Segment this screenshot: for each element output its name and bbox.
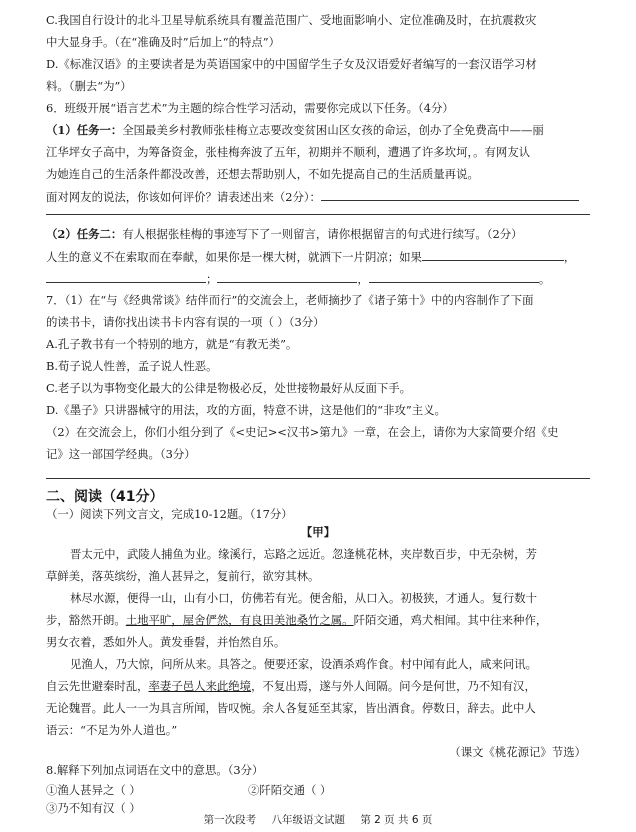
q6-task1-question [46,188,579,205]
q7-option-d: D.《墨子》只讲器械守的用法，攻的方面，特意不讲，这是他们的“非攻”主义。 [46,403,446,417]
passage-underlined-sentence-1: 土地平旷，屋舍俨然，有良田美池桑竹之属。 [125,613,354,627]
q6-task2-line3 [46,270,550,287]
q7-option-a: A.孔子教书有一个特别的地方，就是“有教无类”。 [46,337,298,351]
q6-task2-sep-3: ， [357,272,369,286]
passage-underlined-sentence-2: 率妻子邑人来此绝境 [148,679,252,693]
section-reading-title: 二、阅读（41分） [46,489,164,505]
q6-task1-text: 全国最美乡村教师张桂梅立志要改变贫困山区女孩的命运，创办了全免费高中——丽 [122,123,544,137]
passage-p1-line1: 晋太元中，武陵人捕鱼为业。缘溪行，忘路之远近。忽逢桃花林，夹岸数百步，中无杂树，芳 [70,547,538,561]
q6-task2-blank-2[interactable] [46,270,206,283]
passage-p2-line2 [46,612,592,628]
passage-p1-line2: 草鲜美，落英缤纷，渔人甚异之，复前行，欲穷其林。 [46,569,320,583]
q6-task2-blank-1[interactable] [422,248,564,261]
q6-task2-prompt: 人生的意义不在索取而在奉献，如果你是一棵大树，就洒下一片阴凉；如果 [46,250,422,264]
passage-p2-line3: 男女衣着，悉如外人。黄发垂髫，并怡然自乐。 [46,635,286,649]
q6-task1-line2: 江华坪女子高中，为筹备资金，张桂梅奔波了五年，初期并不顺利，遭遇了许多坎坷，。有网友认 [46,145,531,159]
q6-task1-label: （1）任务一： [46,123,123,137]
q6-task1-question-text: 面对网友的说法，你该如何评价？请表述出来（2分）： [46,190,321,204]
q6-task2-text: 有人根据张桂梅的事迹写下了一则留言，请你根据留言的句式进行续写。（2分） [122,227,523,241]
q7-part2-line1: （2）在交流会上，你们小组分到了《<史记><汉书>第九》一章，在会上，请你为大家简要介绍《史 [46,425,559,439]
passage-p3-line4: 语云：“不足为外人道也。” [46,723,178,737]
q6-task2-sep-1: ， [563,250,576,264]
passage-p3-text-b: ，不复出焉，遂与外人间隔。问今是何世，乃不知有汉， [251,679,536,693]
q8-item-1[interactable]: ①渔人甚异之（ ） [46,783,141,797]
q6-task2-line2 [46,248,575,265]
q8-item-3[interactable]: ③乃不知有汉（ ） [46,801,141,815]
passage-p2-line1: 林尽水源，便得一山，山有小口，仿佛若有光。便舍船，从口入。初极狭，才通人。复行数十 [70,591,538,605]
q6-stem: 6．班级开展“语言艺术”为主题的综合性学习活动，需要你完成以下任务。（4分） [46,101,454,115]
footer-subject: 八年级语文试题 [271,814,345,826]
footer-page-number: 第 2 页 共 6 页 [360,814,433,826]
q6-task1-answer-blank[interactable] [321,188,579,201]
passage-p3-line2 [46,678,592,694]
q6-task1-line3: 为她连自己的生活条件都没改善，还想去帮助别人，不如先提高自己的生活质量再说。 [46,167,479,181]
q6-task2-end: 。 [538,272,551,286]
q7-stem-line1: 7．（1）在“与《经典常谈》结伴而行”的交流会上，老师摘抄了《诸子第十》中的内容制作了下面 [46,293,534,307]
page-footer [0,812,636,827]
q8-item-2[interactable]: ②阡陌交通（ ） [248,783,332,797]
q6-task2-blank-4[interactable] [369,270,539,283]
passage-p2-text-a: 步，豁然开朗。 [46,613,126,627]
q6-task1-answer-line[interactable] [46,214,590,215]
q7-stem-line2: 的读书卡，请你找出读书卡内容有误的一项（ ）（3分） [46,315,325,329]
passage-p2-text-b: 阡陌交通，鸡犬相闻。其中往来种作， [353,613,548,627]
q8-stem: 8.解释下列加点词语在文中的意思。（3分） [46,763,264,777]
footer-exam: 第一次段考 [203,814,257,826]
passage-jia-label: 【甲】 [300,525,336,539]
q6-task2-blank-3[interactable] [217,270,357,283]
q5-option-d-line2: 料。（删去“为”） [46,79,132,93]
q6-task2-sep-2: ； [206,272,218,286]
q6-task1-line1 [46,122,592,138]
q7-option-c: C.老子以为事物变化最大的公律是物极必反，处世接物最好从反面下手。 [46,381,412,395]
passage-p3-line3: 无论魏晋。此人一一为具言所闻，皆叹惋。余人各复延至其家，皆出酒食。停数日，辞去。此中人 [46,701,536,715]
q6-task2-label: （2）任务二： [46,227,123,241]
q5-option-c-line1: C.我国自行设计的北斗卫星导航系统具有覆盖范围广、受地面影响小、定位准确及时，在抗震救灾 [46,13,537,27]
section-reading-subtitle: （一）阅读下列文言文，完成10-12题。（17分） [46,507,293,521]
q7-part2-line2: 记》这一部国学经典。（3分） [46,447,196,461]
passage-p3-text-a: 自云先世避秦时乱， [46,679,149,693]
passage-p3-line1: 见渔人，乃大惊，问所从来。具答之。便要还家，设酒杀鸡作食。村中闻有此人，咸来问讯。 [70,657,538,671]
q7-answer-line[interactable] [46,478,590,479]
q5-option-c-line2: 中大显身手。（在“准确及时”后加上“的特点”） [46,35,281,49]
passage-source: （课文《桃花源记》节选） [449,745,586,759]
q5-option-d-line1: D.《标准汉语》的主要读者是为英语国家中的中国留学生子女及汉语爱好者编写的一套汉语学习材 [46,57,537,71]
q6-task2-line1 [46,226,592,242]
q7-option-b: B.荀子说人性善，孟子说人性恶。 [46,359,218,373]
